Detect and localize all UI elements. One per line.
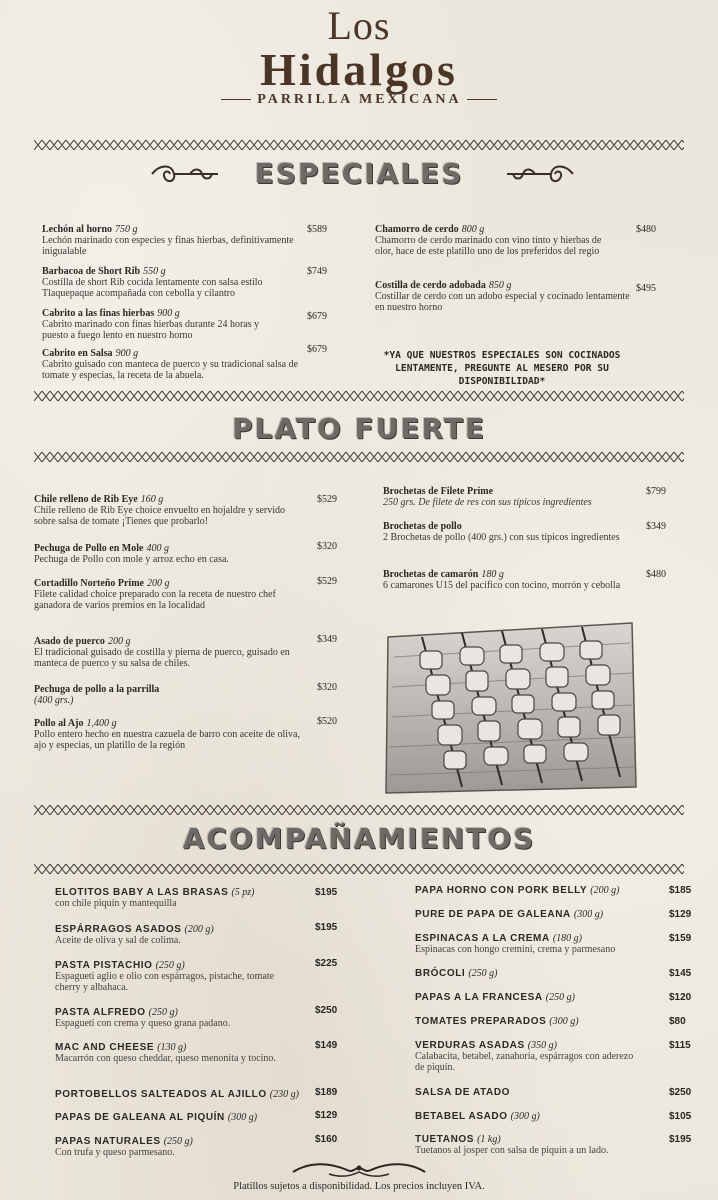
item-price: $105 (669, 1111, 692, 1122)
section-title-especiales: ESPECIALES (254, 157, 464, 190)
item-price: $195 (669, 1134, 692, 1145)
item-price: $749 (307, 266, 327, 277)
item-price: $225 (315, 958, 338, 969)
menu-item: Chamorro de cerdo 800 g Chamorro de cerdo marinado con vino tinto y hierbas de olor, hace de este platillo uno de los preferidos del regio (375, 224, 602, 257)
item-price: $799 (646, 486, 666, 497)
menu-item: Pechuga de pollo a la parrilla (400 grs.) (34, 684, 160, 706)
side-item: PAPA HORNO CON PORK BELLY (200 g) (415, 885, 620, 896)
side-item: PURE DE PAPA DE GALEANA (300 g) (415, 909, 604, 920)
item-price: $80 (669, 1016, 686, 1027)
scroll-ornament-icon (505, 160, 575, 188)
item-price: $149 (315, 1040, 338, 1051)
item-price: $320 (317, 682, 337, 693)
menu-item: Cabrito a las finas hierbas 900 g Cabrito marinado con finas hierbas durante 24 horas y puesto a fuego lento en nuestro horno (42, 308, 260, 341)
item-price: $185 (669, 885, 692, 896)
side-item: SALSA DE ATADO (415, 1087, 511, 1098)
side-item: BRÓCOLI (250 g) (415, 968, 498, 979)
menu-item: Lechón al horno 750 g Lechón marinado con especies y finas hierbas, definitivamente inigualable (42, 224, 294, 257)
item-price: $679 (307, 311, 327, 322)
side-item: PAPAS DE GALEANA AL PIQUÍN (300 g) (55, 1112, 258, 1123)
section-title-acompanamientos: ACOMPAÑAMIENTOS (182, 822, 536, 855)
menu-item: Costilla de cerdo adobada 850 g Costillar de cerdo con un adobo especial y cocinado lentamente en nuestro horno (375, 280, 630, 313)
item-price: $320 (317, 541, 337, 552)
side-item: ELOTITOS BABY A LAS BRASAS (5 pz) con chile piquín y mantequilla (55, 887, 255, 909)
logo-tagline: PARRILLA MEXICANA (0, 92, 718, 108)
logo (0, 3, 718, 108)
menu-item: Brochetas de camarón 180 g 6 camarones U15 del pacífico con tocino, morrón y cebolla (383, 569, 621, 591)
lattice-divider (34, 140, 684, 150)
item-price: $195 (315, 922, 338, 933)
availability-note: *YA QUE NUESTROS ESPECIALES SON COCINADOS LENTAMENTE, PREGUNTE AL MESERO POR SU DISPONIBILIDAD* (383, 350, 621, 387)
item-price: $159 (669, 933, 692, 944)
side-item: TUETANOS (1 kg) Tuetanos al josper con salsa de piquín a un lado. (415, 1134, 609, 1156)
side-item: PORTOBELLOS SALTEADOS AL AJILLO (230 g) (55, 1089, 299, 1100)
menu-item: Cortadillo Norteño Prime 200 g Filete calidad choice preparado con la receta de nuestro chef ganadora de varios premios en la localidad (34, 578, 276, 611)
item-price: $189 (315, 1087, 338, 1098)
item-price: $480 (636, 224, 656, 235)
item-price: $349 (317, 634, 337, 645)
menu-item: Barbacoa de Short Rib 550 g Costilla de short Rib cocida lentamente con salsa estilo Tlaquepaque acompañada con cebolla y cilantro (42, 266, 263, 299)
menu-item: Brochetas de pollo 2 Brochetas de pollo (400 grs.) con sus típicos ingredientes (383, 521, 620, 543)
item-price: $529 (317, 494, 337, 505)
item-price: $495 (636, 283, 656, 294)
lattice-divider (34, 391, 684, 401)
menu-item: Chile relleno de Rib Eye 160 g Chile relleno de Rib Eye choice envuelto en hojaldre y servido sobre salsa de tomate ¡Tienes que probarlo! (34, 494, 286, 527)
item-price: $145 (669, 968, 692, 979)
item-price: $250 (669, 1087, 692, 1098)
item-price: $129 (315, 1110, 338, 1121)
side-item: PASTA PISTACHIO (250 g) Espagueti aglio e olio con espárragos, pistache, tomate cherry y albahaca. (55, 960, 275, 993)
item-price: $520 (317, 716, 337, 727)
menu-item: Pechuga de Pollo en Mole 400 g Pechuga de Pollo con mole y arroz echo en casa. (34, 543, 229, 565)
side-item: MAC AND CHEESE (130 g) Macarrón con queso cheddar, queso menonita y tocino. (55, 1042, 276, 1064)
item-price: $160 (315, 1134, 338, 1145)
menu-item: Asado de puerco 200 g El tradicional guisado de costilla y pierna de puerco, guisado en manteca de puerco y su salsa de chiles. (34, 636, 290, 669)
side-item: PAPAS A LA FRANCESA (250 g) (415, 992, 575, 1003)
item-price: $480 (646, 569, 666, 580)
side-item: PASTA ALFREDO (250 g) Espagueti con crema y queso grana padano. (55, 1007, 231, 1029)
item-price: $120 (669, 992, 692, 1003)
item-price: $129 (669, 909, 692, 920)
flourish-ornament-icon (289, 1160, 429, 1180)
side-item: ESPÁRRAGOS ASADOS (200 g) Aceite de oliva y sal de colima. (55, 924, 214, 946)
side-item: TOMATES PREPARADOS (300 g) (415, 1016, 579, 1027)
item-price: $589 (307, 224, 327, 235)
footer-disclaimer: Platillos sujetos a disponibilidad. Los precios incluyen IVA. (233, 1181, 485, 1192)
item-price: $195 (315, 887, 338, 898)
side-item: ESPINACAS A LA CREMA (180 g) Espinacas con hongo cremini, crema y parmesano (415, 933, 616, 955)
item-price: $250 (315, 1005, 338, 1016)
item-price: $529 (317, 576, 337, 587)
item-price: $349 (646, 521, 666, 532)
side-item: BETABEL ASADO (300 g) (415, 1111, 540, 1122)
item-price: $115 (669, 1040, 691, 1051)
lattice-divider (34, 805, 684, 815)
logo-line2: Hidalgos (260, 44, 458, 95)
side-item: PAPAS NATURALES (250 g) Con trufa y queso parmesano. (55, 1136, 193, 1158)
item-price: $679 (307, 344, 327, 355)
menu-item: Pollo al Ajo 1,400 g Pollo entero hecho en nuestra cazuela de barro con aceite de oliva, ajo y especias, un platillo de la región (34, 718, 300, 751)
skewers-illustration (382, 617, 640, 795)
menu-item: Brochetas de Filete Prime 250 grs. De filete de res con sus típicos ingredientes (383, 486, 592, 508)
lattice-divider (34, 452, 684, 462)
side-item: VERDURAS ASADAS (350 g) Calabacita, betabel, zanahoria, espárragos con aderezo de piquín. (415, 1040, 634, 1073)
logo-line1: Los (327, 3, 391, 48)
menu-item: Cabrito en Salsa 900 g Cabrito guisado con manteca de puerco y su tradicional salsa de tomate y especias, la receta de la abuela. (42, 348, 299, 381)
lattice-divider (34, 864, 684, 874)
section-title-plato-fuerte: PLATO FUERTE (231, 412, 487, 445)
